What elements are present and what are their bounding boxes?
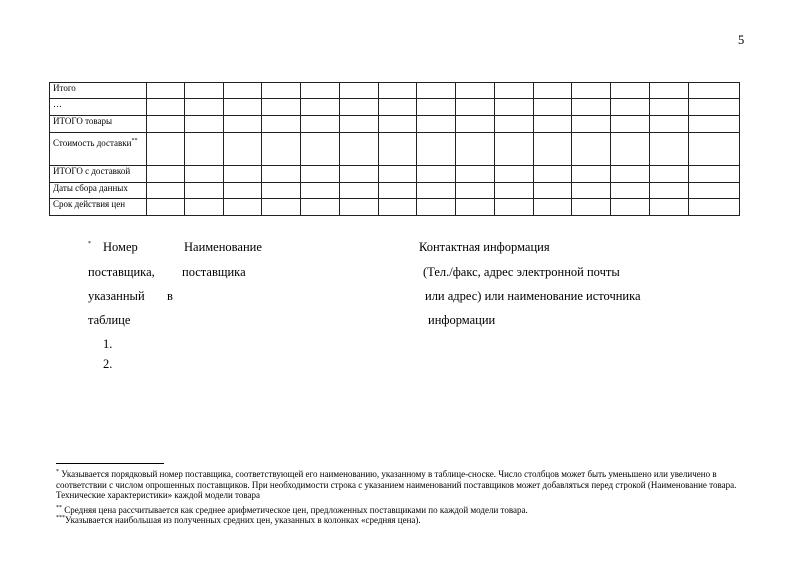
table-cell	[147, 133, 185, 166]
table-cell	[147, 199, 185, 216]
table-cell	[301, 133, 340, 166]
table-cell	[495, 99, 534, 116]
table-cell	[650, 183, 689, 199]
table-cell	[340, 183, 379, 199]
table-cell	[689, 116, 740, 133]
table-cell	[262, 133, 301, 166]
table-cell	[262, 116, 301, 133]
table-cell	[185, 83, 224, 99]
table-cell	[340, 116, 379, 133]
table-cell	[650, 116, 689, 133]
row-label-text: ИТОГО с доставкой	[53, 166, 131, 176]
table-cell	[224, 116, 262, 133]
table-cell	[417, 133, 456, 166]
table-cell	[650, 83, 689, 99]
table-cell	[417, 83, 456, 99]
table-cell	[689, 199, 740, 216]
table-cell	[534, 83, 572, 99]
table-cell	[224, 166, 262, 183]
table-cell	[456, 183, 495, 199]
table-cell	[185, 99, 224, 116]
table-cell	[379, 166, 417, 183]
table-cell	[147, 83, 185, 99]
table-cell	[379, 116, 417, 133]
legend-item-2: 2.	[103, 357, 113, 371]
table-cell	[301, 183, 340, 199]
table-cell	[379, 199, 417, 216]
row-label	[50, 83, 147, 99]
table-cell	[611, 116, 650, 133]
table-cell	[224, 199, 262, 216]
table-cell	[417, 116, 456, 133]
table-cell	[262, 183, 301, 199]
table-cell	[301, 83, 340, 99]
table-row	[50, 166, 740, 183]
table-cell	[224, 83, 262, 99]
table-cell	[147, 99, 185, 116]
table-cell	[456, 116, 495, 133]
table-cell	[301, 116, 340, 133]
table-cell	[185, 199, 224, 216]
table-cell	[379, 99, 417, 116]
footnote-3	[56, 513, 756, 526]
table-cell	[650, 133, 689, 166]
row-label-text: Итого	[53, 83, 76, 93]
page-number: 5	[738, 33, 745, 47]
legend-contact-3: или адрес) или наименование источника	[425, 289, 641, 303]
row-label	[50, 133, 147, 166]
table-cell	[456, 99, 495, 116]
legend-in: в	[167, 289, 173, 303]
table-cell	[534, 99, 572, 116]
row-label-text: …	[53, 99, 62, 109]
table-cell	[147, 166, 185, 183]
table-cell	[224, 133, 262, 166]
table-cell	[301, 99, 340, 116]
table-cell	[572, 199, 611, 216]
table-cell	[572, 166, 611, 183]
row-label-text: Срок действия цен	[53, 199, 126, 209]
table-cell	[456, 133, 495, 166]
legend-contact-2: (Тел./факс, адрес электронной почты	[423, 265, 620, 279]
footnote-1	[56, 467, 756, 501]
row-label	[50, 166, 147, 183]
table-cell	[534, 166, 572, 183]
table-cell	[495, 166, 534, 183]
table-cell	[611, 199, 650, 216]
footnote-mark: *	[56, 469, 59, 475]
row-label	[50, 199, 147, 216]
table-row	[50, 183, 740, 199]
price-table	[49, 82, 740, 216]
footnote-text: Указывается порядковый номер поставщика, соответствующей его наименованию, указанному в таблице-сноске. Число столбцов может быть уменьшено или увеличено в соответствии с числом опрошенных поставщиков. При необходимости строка с указанием наименований поставщиков может добавляться перед строкой (Наименование товара. Технические характеристики» каждой модели товара	[56, 469, 737, 500]
table-cell	[340, 99, 379, 116]
row-label-text: ИТОГО товары	[53, 116, 113, 126]
table-cell	[185, 133, 224, 166]
table-cell	[650, 166, 689, 183]
table-cell	[534, 183, 572, 199]
table-cell	[301, 199, 340, 216]
table-cell	[534, 199, 572, 216]
table-cell	[340, 166, 379, 183]
footnote-text: Средняя цена рассчитывается как среднее арифметическое цен, предложенных поставщиками по каждой модели товара.	[64, 505, 528, 515]
table-cell	[572, 83, 611, 99]
row-label	[50, 183, 147, 199]
table-cell	[572, 133, 611, 166]
table-row	[50, 83, 740, 99]
table-cell	[611, 83, 650, 99]
table-cell	[572, 99, 611, 116]
table-cell	[689, 166, 740, 183]
table-cell	[262, 99, 301, 116]
table-cell	[495, 199, 534, 216]
legend-supplier: поставщика,	[88, 265, 155, 279]
table-cell	[340, 199, 379, 216]
table-cell	[379, 83, 417, 99]
table-cell	[689, 99, 740, 116]
table-cell	[611, 99, 650, 116]
table-cell	[262, 166, 301, 183]
footnote-mark: **	[131, 138, 138, 144]
table-cell	[689, 133, 740, 166]
table-row	[50, 199, 740, 216]
table-row	[50, 133, 740, 166]
table-cell	[224, 183, 262, 199]
legend-table: таблице	[88, 313, 131, 327]
table-row	[50, 99, 740, 116]
table-cell	[379, 183, 417, 199]
table-cell	[417, 199, 456, 216]
table-cell	[534, 116, 572, 133]
table-cell	[379, 133, 417, 166]
table-cell	[417, 166, 456, 183]
table-cell	[650, 99, 689, 116]
table-cell	[689, 83, 740, 99]
table-cell	[572, 183, 611, 199]
footnote-separator	[56, 463, 164, 464]
table-cell	[147, 183, 185, 199]
table-cell	[417, 183, 456, 199]
row-label	[50, 116, 147, 133]
footnote-mark: ***	[56, 515, 65, 521]
row-label-text: Стоимость доставки	[53, 138, 132, 148]
legend-contact-4: информации	[428, 313, 496, 327]
table-cell	[340, 133, 379, 166]
footnote-mark: *	[88, 240, 91, 247]
table-cell	[495, 133, 534, 166]
table-cell	[572, 116, 611, 133]
table-row	[50, 116, 740, 133]
legend-contact-header: Контактная информация	[419, 240, 550, 254]
table-cell	[456, 83, 495, 99]
legend-mark	[88, 239, 91, 254]
table-cell	[147, 116, 185, 133]
table-cell	[340, 83, 379, 99]
footnote-text: Указывается наибольшая из полученных средних цен, указанных в колонках «средняя цена).	[65, 515, 421, 525]
table-cell	[650, 199, 689, 216]
legend-indicated: указанный	[88, 289, 145, 303]
legend-name-header: Наименование	[184, 240, 262, 254]
table-cell	[185, 166, 224, 183]
table-cell	[456, 199, 495, 216]
footnote-mark: **	[56, 505, 62, 511]
table-cell	[417, 99, 456, 116]
table-cell	[689, 183, 740, 199]
table-cell	[301, 166, 340, 183]
row-label	[50, 99, 147, 116]
legend-name-header-2: поставщика	[182, 265, 246, 279]
table-cell	[262, 83, 301, 99]
table-cell	[185, 116, 224, 133]
legend-item-1: 1.	[103, 337, 113, 351]
legend-number: Номер	[103, 240, 138, 254]
table-cell	[495, 116, 534, 133]
row-label-text: Даты сбора данных	[53, 183, 128, 193]
table-cell	[611, 133, 650, 166]
table-cell	[611, 166, 650, 183]
table-cell	[185, 183, 224, 199]
table-cell	[495, 183, 534, 199]
table-cell	[611, 183, 650, 199]
table-cell	[262, 199, 301, 216]
table-cell	[456, 166, 495, 183]
table-cell	[495, 83, 534, 99]
table-cell	[534, 133, 572, 166]
table-cell	[224, 99, 262, 116]
